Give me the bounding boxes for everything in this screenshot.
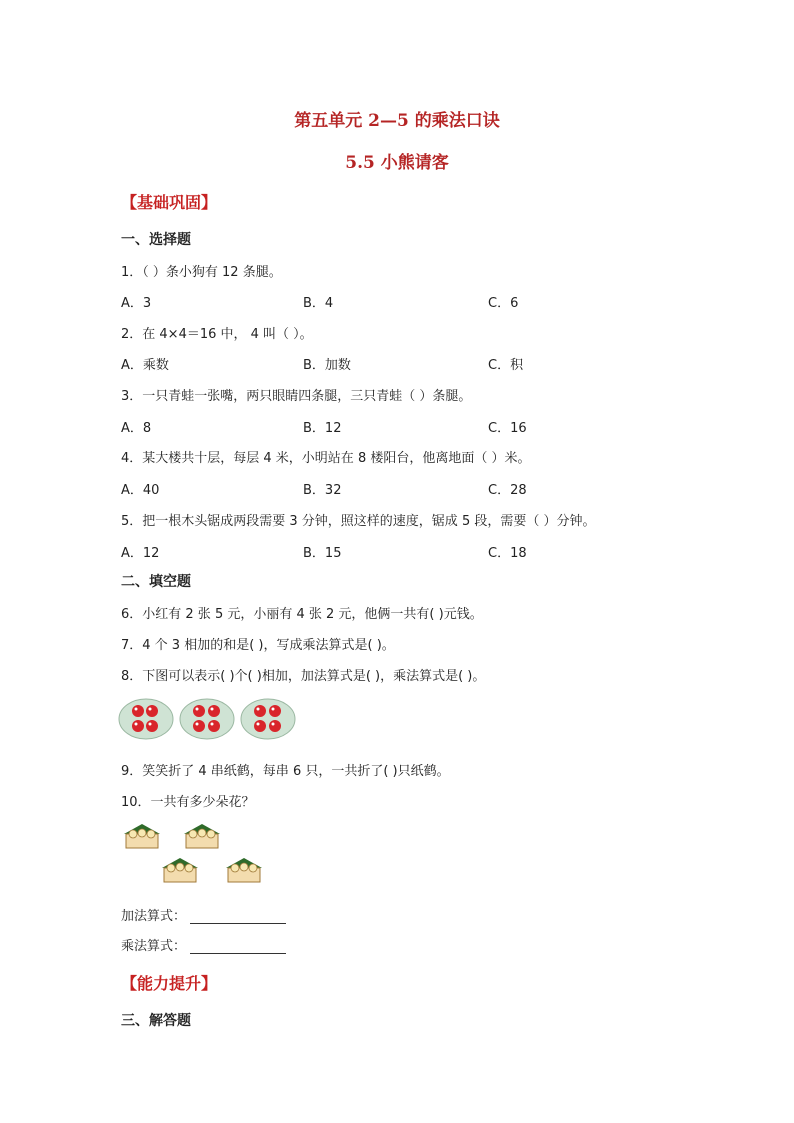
q5-option-a: A．12 xyxy=(121,546,160,561)
apple-plate xyxy=(241,699,295,739)
addition-answer-line[interactable] xyxy=(190,911,286,924)
addition-answer-row xyxy=(121,905,286,924)
q3-option-c: C．16 xyxy=(488,421,527,436)
section-advanced: 【能力提升】 xyxy=(121,974,218,993)
q2-option-c: C．积 xyxy=(488,358,524,373)
question-5: 5．把一根木头锯成两段需要 3 分钟，照这样的速度，锯成 5 段，需要（ ）分钟。 xyxy=(121,514,596,529)
lesson-subtitle: 5.5 小熊请客 xyxy=(345,153,449,173)
section-basic: 【基础巩固】 xyxy=(121,193,218,212)
q2-option-b: B．加数 xyxy=(303,358,351,373)
q1-option-c: C．6 xyxy=(488,296,519,311)
multiplication-label: 乘法算式： xyxy=(121,939,187,954)
q1-option-b: B．4 xyxy=(303,296,334,311)
q5-option-b: B．15 xyxy=(303,546,342,561)
multiplication-answer-line[interactable] xyxy=(190,941,286,954)
flower-basket xyxy=(124,824,160,848)
q4-option-b: B．32 xyxy=(303,483,342,498)
q1-option-a: A．3 xyxy=(121,296,152,311)
part-choice-title: 一、选择题 xyxy=(121,232,191,248)
q3-option-a: A．8 xyxy=(121,421,152,436)
page-title: 第五单元 2—5 的乘法口诀 xyxy=(294,111,500,131)
q4-option-a: A．40 xyxy=(121,483,160,498)
question-3: 3．一只青蛙一张嘴，两只眼睛四条腿，三只青蛙（ ）条腿。 xyxy=(121,389,472,404)
question-1: 1．（ ）条小狗有 12 条腿。 xyxy=(121,265,282,280)
question-9: 9．笑笑折了 4 串纸鹤，每串 6 只，一共折了( )只纸鹤。 xyxy=(121,764,450,779)
addition-label: 加法算式： xyxy=(121,909,187,924)
question-8: 8．下图可以表示( )个( )相加，加法算式是( )，乘法算式是( )。 xyxy=(121,669,486,684)
question-4: 4．某大楼共十层，每层 4 米，小明站在 8 楼阳台，他离地面（ ）米。 xyxy=(121,451,531,466)
part-fill-title: 二、填空题 xyxy=(121,574,191,590)
q4-option-c: C．28 xyxy=(488,483,527,498)
q5-option-c: C．18 xyxy=(488,546,527,561)
question-2: 2．在 4×4＝16 中， 4 叫（ ）。 xyxy=(121,327,313,342)
flower-basket xyxy=(226,858,262,882)
q2-option-a: A．乘数 xyxy=(121,358,169,373)
apple-plate xyxy=(119,699,173,739)
apple-plates-illustration xyxy=(118,696,298,742)
flower-basket xyxy=(162,858,198,882)
multiplication-answer-row xyxy=(121,935,286,954)
part-solve-title: 三、解答题 xyxy=(121,1013,191,1029)
flower-basket xyxy=(184,824,220,848)
apple-plate xyxy=(180,699,234,739)
q3-option-b: B．12 xyxy=(303,421,342,436)
flower-baskets-illustration xyxy=(118,820,278,888)
question-7: 7．4 个 3 相加的和是( )，写成乘法算式是( )。 xyxy=(121,638,395,653)
question-6: 6．小红有 2 张 5 元，小丽有 4 张 2 元，他俩一共有( )元钱。 xyxy=(121,607,483,622)
question-10: 10．一共有多少朵花？ xyxy=(121,795,255,810)
